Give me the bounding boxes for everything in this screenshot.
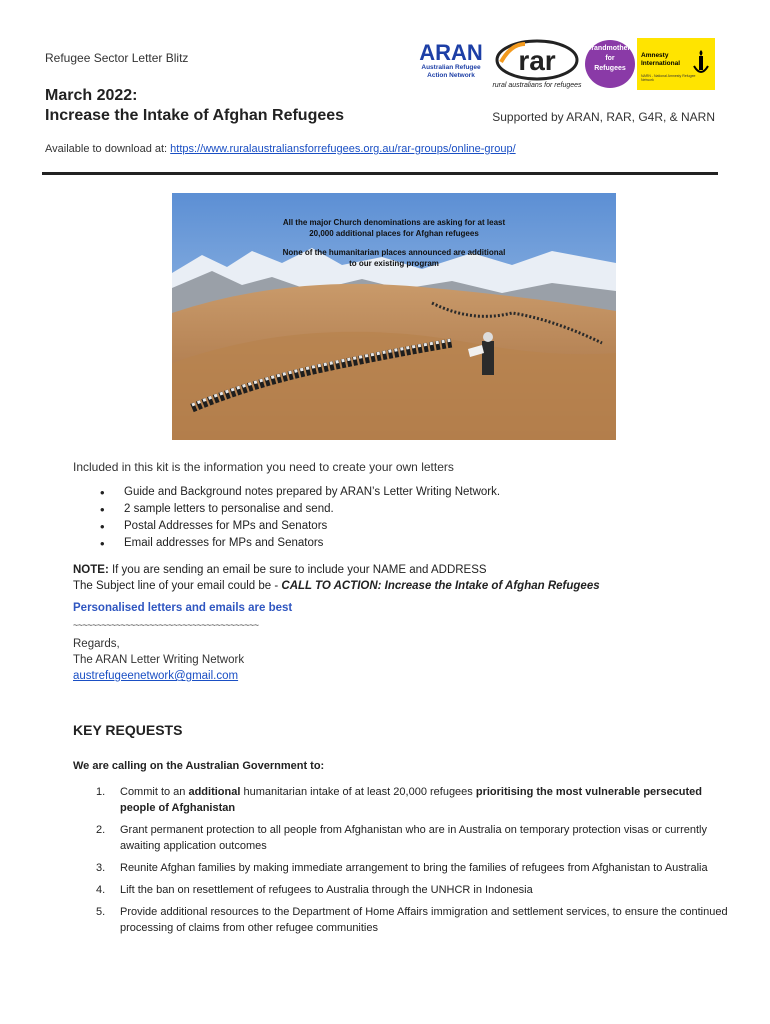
key-requests-heading: KEY REQUESTS — [73, 722, 183, 738]
list-item: 4. Lift the ban on resettlement of refugees to Australia through the UNHCR in Indonesia — [96, 884, 533, 896]
supported-by: Supported by ARAN, RAR, G4R, & NARN — [492, 110, 715, 124]
afghan-refugees-photo — [172, 193, 616, 440]
contact-email-link[interactable]: austrefugeenetwork@gmail.com — [73, 670, 239, 682]
aran-logo: ARAN Australian Refugee Action Network — [419, 40, 483, 79]
list-item: • Guide and Background notes prepared by ARAN’s Letter Writing Network. — [100, 484, 500, 501]
svg-text:rar: rar — [518, 45, 556, 76]
list-item: 2. Grant permanent protection to all people from Afghanistan who are in Australia on temporary protection visas or currently awaiting application outcomes — [96, 824, 707, 852]
download-line: Available to download at: https://www.ruralaustraliansforrefugees.org.au/rar-groups/online-group/ — [45, 143, 516, 155]
tilde-divider: ~~~~~~~~~~~~~~~~~~~~~~~~~~~~~~~~~~~~~~~ — [73, 620, 259, 630]
kit-intro: Included in this kit is the information you need to create your own letters — [73, 460, 454, 474]
list-item: • Email addresses for MPs and Senators — [100, 535, 500, 552]
list-item: • 2 sample letters to personalise and send. — [100, 501, 500, 518]
list-item: 3. Reunite Afghan families by making immediate arrangement to bring the families of refugees from Afghanistan to Australia — [96, 862, 708, 874]
amnesty-logo: Amnesty International NARN - National Amnesty Refugee Network — [637, 38, 715, 90]
rar-logo — [491, 38, 583, 90]
download-link[interactable]: https://www.ruralaustraliansforrefugees.org.au/rar-groups/online-group/ — [170, 143, 516, 155]
personalised-tip: Personalised letters and emails are best — [73, 602, 293, 614]
g4r-logo: Grandmothers for Refugees — [585, 40, 635, 88]
candle-icon — [693, 48, 709, 80]
kit-list — [100, 484, 500, 552]
email-note: NOTE: If you are sending an email be sure to include your NAME and ADDRESS The Subject line of your email could be - CALL TO ACTION: Increase the Intake of Afghan Refugees — [73, 564, 600, 592]
document-title: March 2022: Increase the Intake of Afghan Refugees — [45, 87, 345, 124]
logo-strip — [415, 38, 715, 90]
signoff: Regards, The ARAN Letter Writing Network austrefugeenetwork@gmail.com — [73, 638, 245, 682]
requests-list — [96, 784, 736, 942]
list-item: 1. Commit to an additional humanitarian intake of at least 20,000 refugees prioritising the most vulnerable persecuted people of Afghanistan — [96, 786, 703, 814]
series-label: Refugee Sector Letter Blitz — [45, 51, 189, 65]
list-item: • Postal Addresses for MPs and Senators — [100, 518, 500, 535]
divider — [42, 172, 718, 175]
calling-statement: We are calling on the Australian Government to: — [73, 760, 325, 772]
photo-caption: All the major Church denominations are asking for at least 20,000 additional places for Afghan refugees None of the humanitarian places announced are additional to our existing program — [282, 218, 506, 268]
list-item: 5. Provide additional resources to the Department of Home Affairs immigration and settlement services, to ensure the continued processing of claims from other refugee communities — [96, 906, 728, 934]
svg-text:rural australians for refugees: rural australians for refugees — [492, 82, 582, 89]
